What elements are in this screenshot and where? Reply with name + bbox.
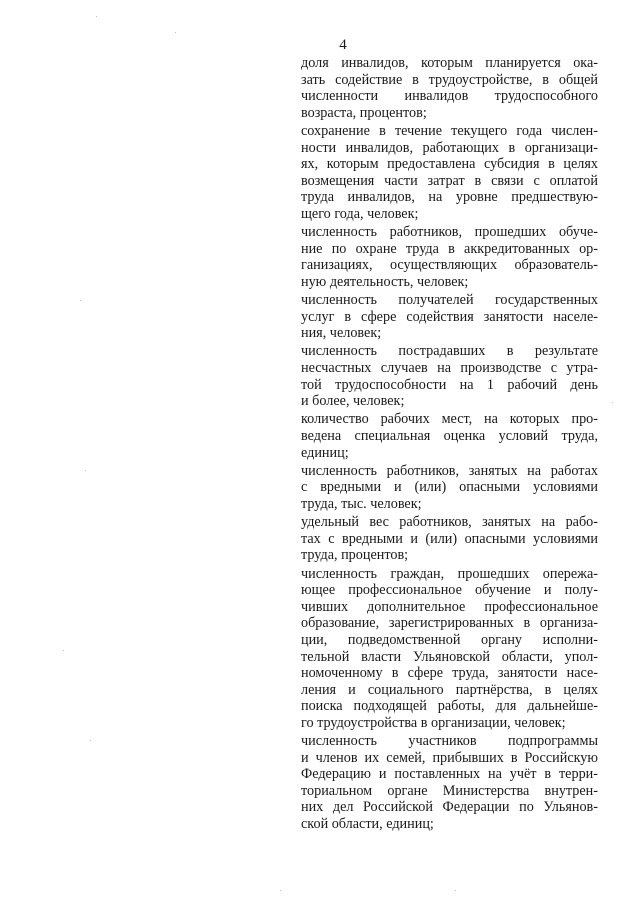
text-line: численность граждан, прошедших опережа- (301, 565, 598, 582)
text-line: ности инвалидов, работающих в организаци- (301, 139, 598, 156)
text-line: тельной власти Ульяновской области, упол- (301, 648, 598, 665)
paragraph (301, 343, 598, 409)
text-line: возраста, процентов; (301, 104, 427, 121)
text-line: ния, человек; (301, 325, 382, 342)
scan-speck (455, 890, 456, 891)
text-line: численность работников, прошедших обуче- (301, 224, 598, 241)
text-column (301, 55, 598, 834)
text-line: и более, человек; (301, 393, 405, 410)
text-line: численности инвалидов трудоспособного (301, 88, 598, 105)
text-line: ную деятельность, человек; (301, 273, 469, 290)
text-line: зать содействие в трудоустройстве, в общей (301, 71, 598, 88)
text-line: сохранение в течение текущего года числен- (301, 122, 598, 139)
scan-speck (96, 16, 97, 17)
text-line: доля инвалидов, которым планируется ока- (301, 55, 598, 71)
text-line: ции, подведомственной органу исполни- (301, 631, 598, 648)
text-line: несчастных случаев на производстве с утра- (301, 360, 598, 377)
text-line: тах с вредными и (или) опасными условиями (301, 530, 598, 547)
scan-speck (85, 470, 86, 471)
text-line: ведена специальная оценка условий труда, (301, 428, 598, 445)
scan-speck (612, 402, 613, 403)
paragraph (301, 224, 598, 290)
text-line: удельный вес работников, занятых на рабо- (301, 514, 598, 531)
text-line: ганизациях, осуществляющих образователь- (301, 257, 598, 274)
paragraph (301, 514, 598, 564)
text-line: ях, которым предоставлена субсидия в целях (301, 156, 598, 173)
text-line: ющее профессиональное обучение и полу- (301, 582, 598, 599)
text-line: них дел Российской Федерации по Ульянов- (301, 799, 598, 816)
text-line: ториальном органе Министерства внутрен- (301, 782, 598, 799)
text-line: ления и социального партнёрства, в целях (301, 681, 598, 698)
scan-speck (175, 32, 176, 33)
paragraph (301, 292, 598, 342)
text-line: услуг в сфере содействия занятости населе- (301, 308, 598, 325)
paragraph (301, 733, 598, 833)
text-line: численность работников, занятых на работах (301, 462, 598, 479)
text-line: номоченному в сфере труда, занятости насе- (301, 665, 598, 682)
text-line: ской области, единиц; (301, 816, 434, 833)
paragraph (301, 123, 598, 223)
paragraph (301, 411, 598, 461)
text-line: образование, зарегистрированных в организа- (301, 615, 598, 632)
text-line: единиц; (301, 444, 349, 461)
text-line: чивших дополнительное профессиональное (301, 598, 598, 615)
text-line: той трудоспособности на 1 рабочий день (301, 376, 598, 393)
paragraph (301, 463, 598, 513)
text-line: количество рабочих мест, на которых про- (301, 411, 598, 428)
text-line: ние по охране труда в аккредитованных ор- (301, 240, 598, 257)
text-line: Федерацию и поставленных на учёт в терри- (301, 766, 598, 783)
paragraph (301, 566, 598, 732)
text-line: численность пострадавших в результате (301, 343, 598, 360)
text-line: возмещения части затрат в связи с оплатой (301, 172, 598, 189)
text-line: и членов их семей, прибывших в Российскую (301, 749, 598, 766)
text-line: с вредными и (или) опасными условиями (301, 479, 598, 496)
text-line: численность получателей государственных (301, 292, 598, 309)
text-line: труда, тыс. человек; (301, 496, 422, 512)
text-line: труда инвалидов, на уровне предшествую- (301, 189, 598, 206)
page-number: 4 (339, 37, 347, 53)
text-line: поиска подходящей работы, для дальнейше- (301, 698, 598, 715)
text-line: щего года, человек; (301, 205, 419, 222)
scan-speck (63, 650, 64, 651)
text-line: го трудоустройства в организации, человек; (301, 714, 566, 731)
text-line: численность участников подпрограммы (301, 733, 598, 750)
scan-speck (280, 890, 281, 891)
scan-speck (80, 300, 81, 301)
scan-speck (90, 740, 91, 741)
text-line: труда, процентов; (301, 547, 409, 564)
paragraph (301, 55, 598, 121)
